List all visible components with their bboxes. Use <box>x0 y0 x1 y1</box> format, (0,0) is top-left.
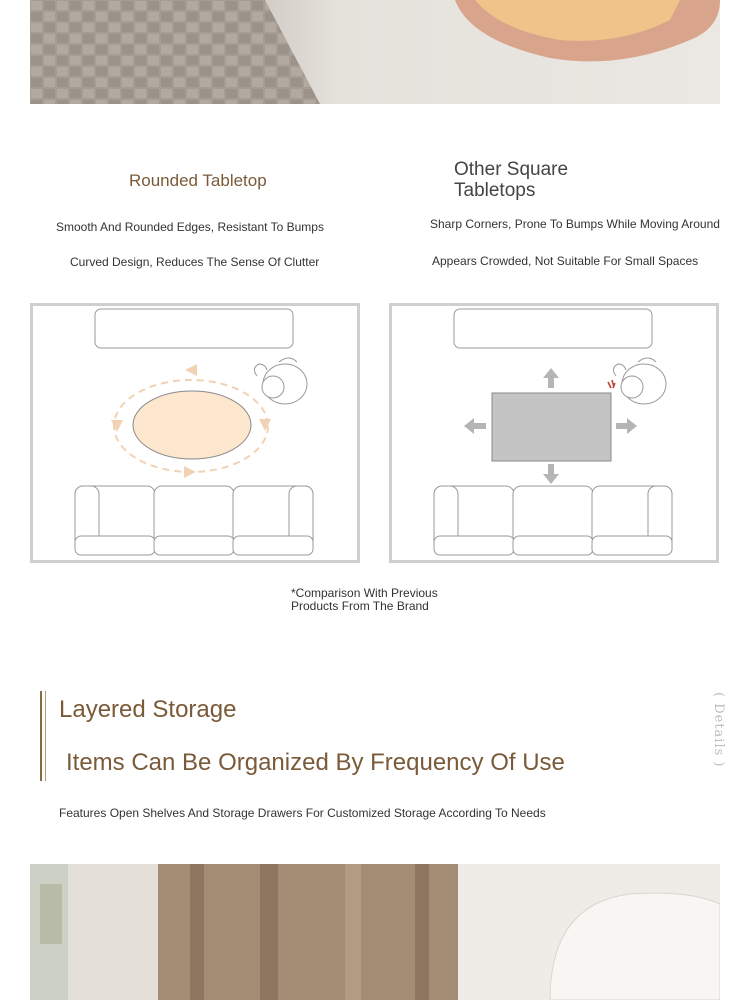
flow-arrow-icon <box>184 466 196 478</box>
sheer-curtain <box>68 864 158 1000</box>
curtain-fold <box>260 864 278 1000</box>
rounded-point-2: Curved Design, Reduces The Sense Of Clutter <box>70 255 320 269</box>
push-arrow-right-icon <box>616 418 637 434</box>
curtain-fold <box>415 864 429 1000</box>
top-product-photo <box>30 0 720 104</box>
flow-arrow-icon <box>259 419 271 431</box>
square-layout-svg <box>392 306 716 560</box>
rug-and-tray-illustration <box>30 0 720 104</box>
storage-subtitle: Items Can Be Organized By Frequency Of Use <box>66 749 565 776</box>
square-table <box>492 393 611 461</box>
curtain-room-illustration <box>30 864 720 1000</box>
square-layout-diagram <box>389 303 719 563</box>
tv-cabinet <box>95 309 293 348</box>
square-point-1: Sharp Corners, Prone To Bumps While Moving Around <box>430 217 720 231</box>
person-icon <box>613 358 666 404</box>
rounded-tabletop-title: Rounded Tabletop <box>129 171 267 190</box>
flow-arrow-icon <box>111 420 123 432</box>
flow-arrow-icon <box>185 364 197 376</box>
rounded-layout-diagram <box>30 303 360 563</box>
bump-impact-icon <box>608 380 615 388</box>
three-seat-sofa <box>434 486 672 555</box>
section-accent-bar <box>40 691 42 781</box>
square-point-2: Appears Crowded, Not Suitable For Small Spaces <box>432 254 699 268</box>
push-arrow-down-icon <box>543 464 559 484</box>
oval-table <box>133 391 251 459</box>
curtain-fold <box>190 864 204 1000</box>
three-seat-sofa <box>75 486 313 555</box>
section-accent-bar-thin <box>45 691 46 781</box>
knit-rug <box>30 0 320 104</box>
window-plant <box>40 884 62 944</box>
tv-cabinet <box>454 309 652 348</box>
push-arrow-left-icon <box>464 418 486 434</box>
comparison-footnote: *Comparison With Previous Products From The Brand <box>291 586 438 613</box>
push-arrow-up-icon <box>543 368 559 388</box>
rounded-point-1: Smooth And Rounded Edges, Resistant To Bumps <box>56 220 324 234</box>
curtain-fold <box>345 864 361 1000</box>
person-icon <box>254 358 307 404</box>
details-label: ( Details ) <box>711 692 726 768</box>
square-tabletop-title: Other Square Tabletops <box>454 159 569 201</box>
storage-description: Features Open Shelves And Storage Drawers For Customized Storage According To Needs <box>59 806 546 820</box>
storage-title: Layered Storage <box>59 696 237 723</box>
rounded-layout-svg <box>33 306 357 560</box>
bottom-product-photo <box>30 864 720 1000</box>
